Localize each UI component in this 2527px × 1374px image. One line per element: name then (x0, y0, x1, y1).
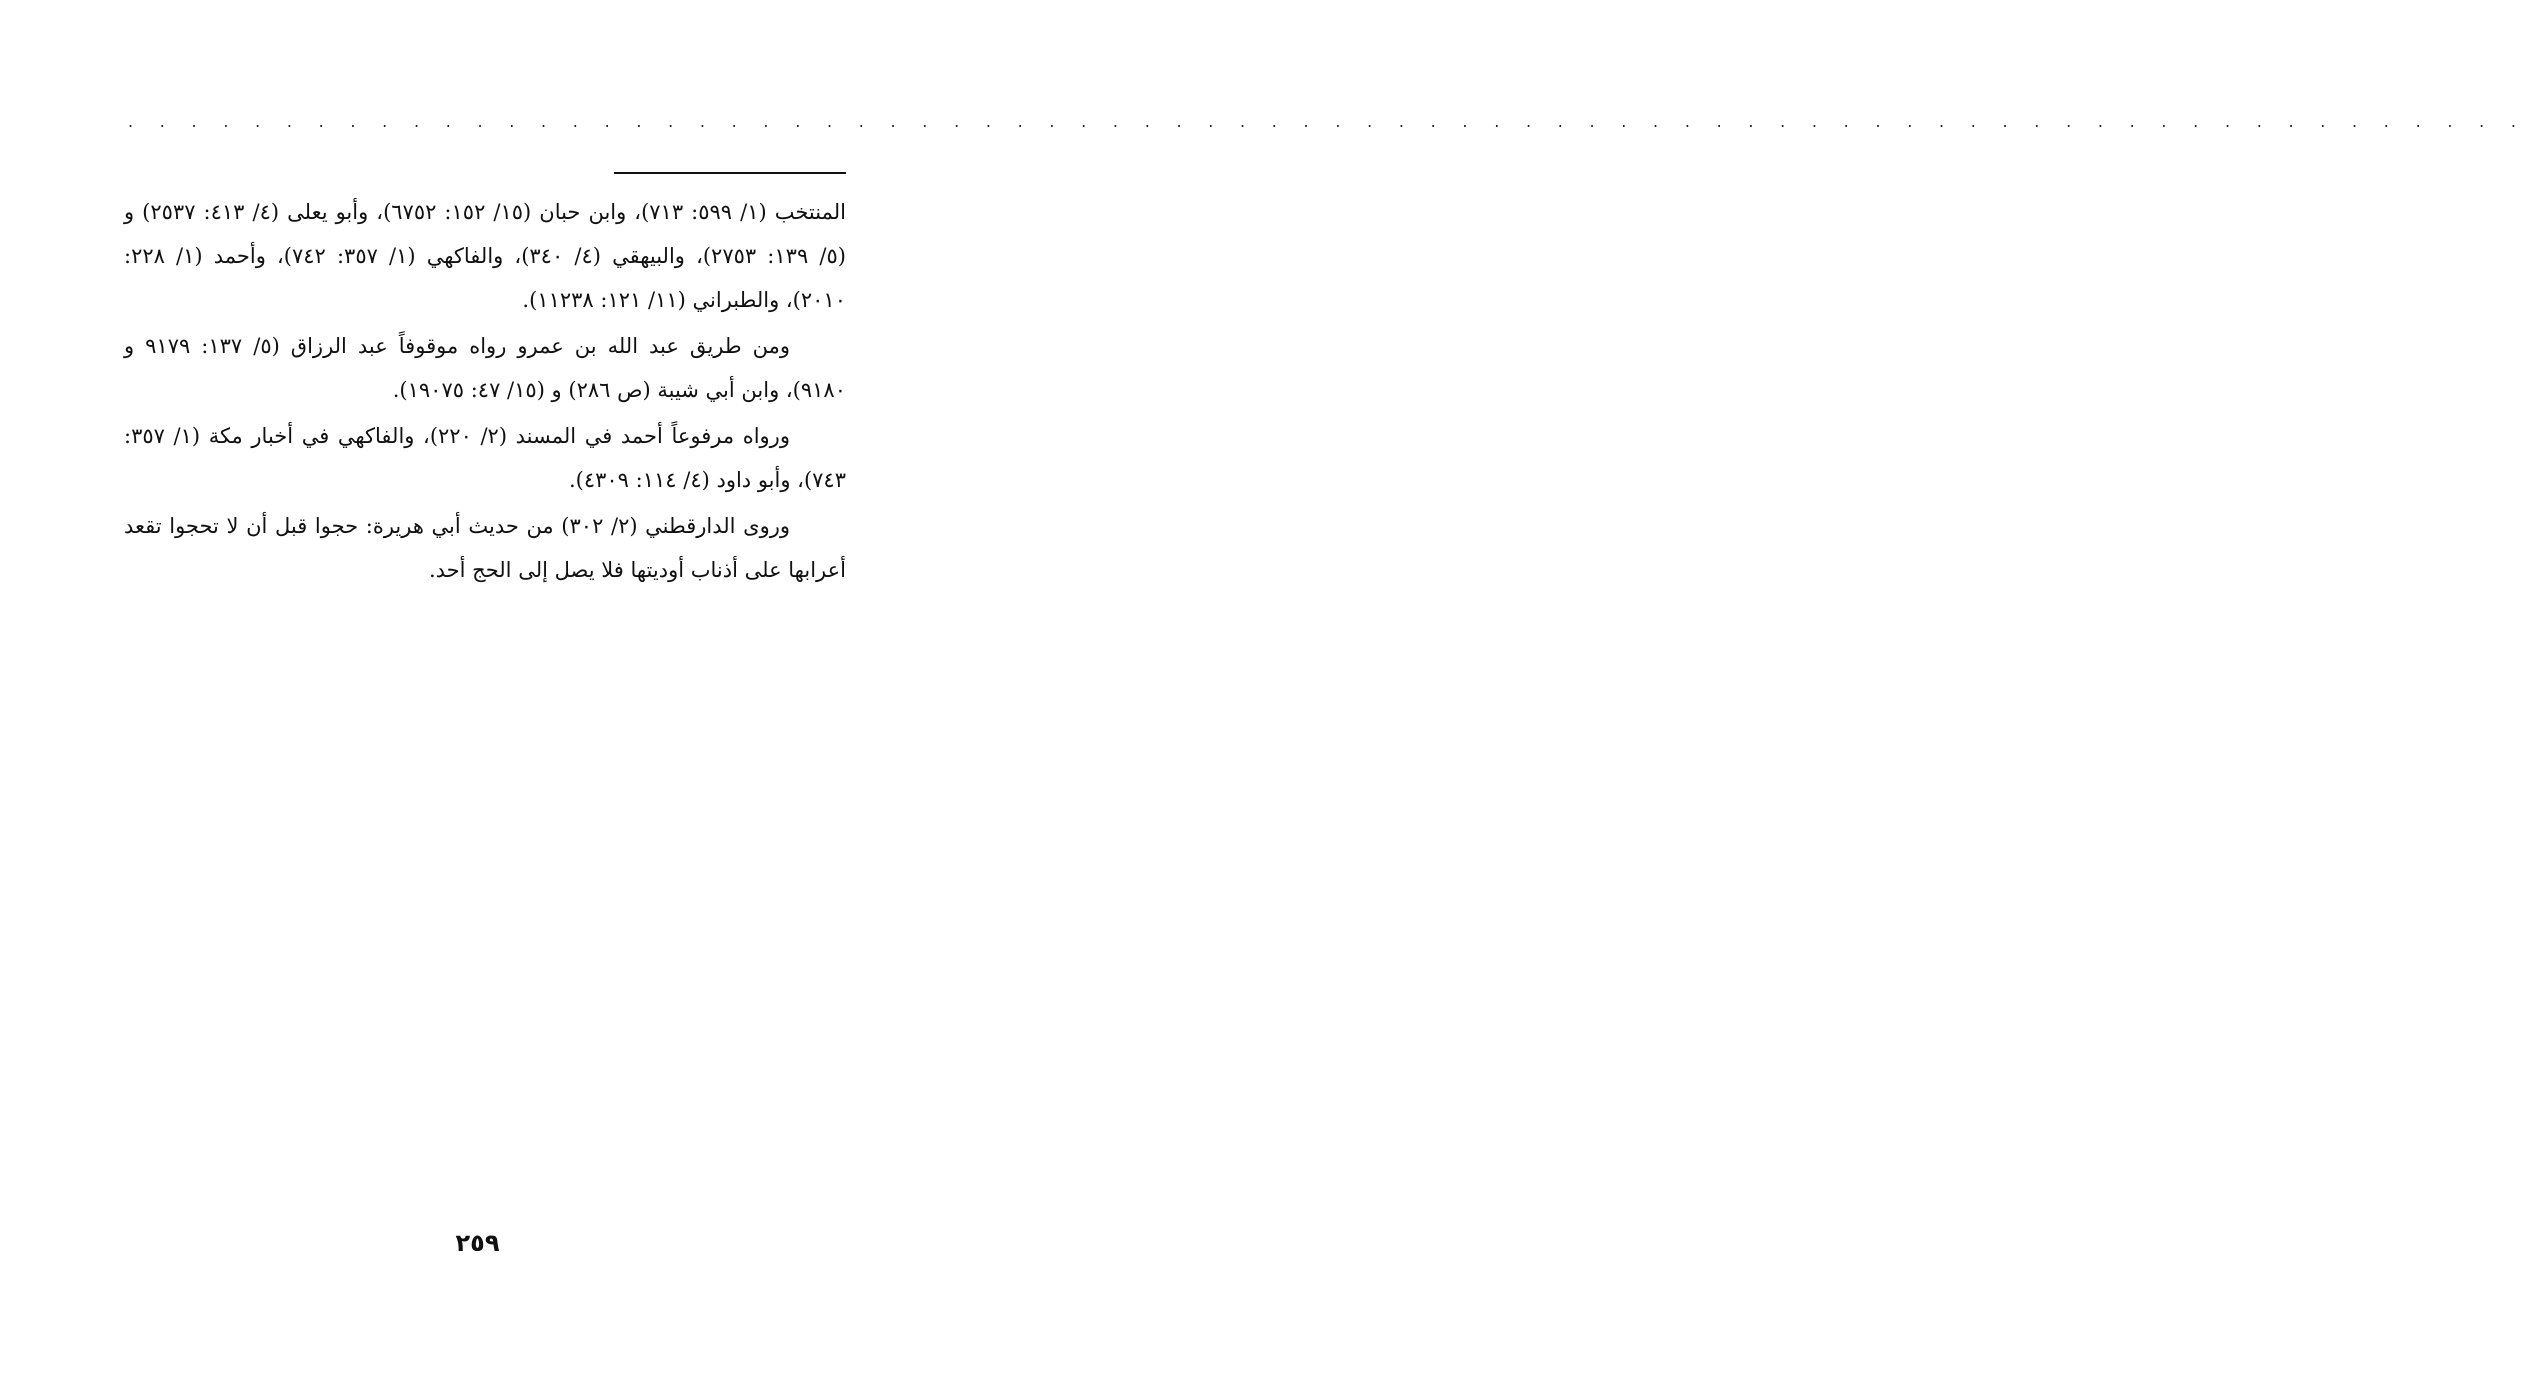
footnotes-section (124, 190, 846, 594)
footnote-rule (614, 172, 846, 174)
footnote-paragraph: المنتخب (١/ ٥٩٩: ٧١٣)، وابن حبان (١٥/ ١٥٢: ٦٧٥٢)، وأبو يعلى (٤/ ٤١٣: ٢٥٣٧) و (٥/ ١٣٩: ٢٧٥٣)، والبيهقي (٤/ ٣٤٠)، والفاكهي (١/ ٣٥٧: ٧٤٢)، وأحمد (١/ ٢٢٨: ٢٠١٠)، والطبراني (١١/ ١٢١: ١١٢٣٨). (124, 200, 846, 312)
footnote-paragraph: ومن طريق عبد الله بن عمرو رواه موقوفاً عبد الرزاق (٥/ ١٣٧: ٩١٧٩ و ٩١٨٠)، وابن أبي شيبة (ص ٢٨٦) و (١٥/ ٤٧: ١٩٠٧٥). (124, 334, 846, 402)
footnote-paragraph: وروى الدارقطني (٢/ ٣٠٢) من حديث أبي هريرة: حجوا قبل أن لا تحجوا تقعد أعرابها على أذناب أوديتها فلا يصل إلى الحج أحد. (124, 514, 846, 582)
dotted-separator: . . . . . . . . . . . . . . . . . . . . . . . . . . . . . . . . . . . . . . . . . . . . . . . . . . . . . . . . . . . . . . . . . . . . . . . . . . . . (128, 112, 2527, 131)
page-number: ٢٥٩ (455, 1229, 500, 1257)
footnote-paragraph: ورواه مرفوعاً أحمد في المسند (٢/ ٢٢٠)، والفاكهي في أخبار مكة (١/ ٣٥٧: ٧٤٣)، وأبو داود (٤/ ١١٤: ٤٣٠٩). (124, 424, 846, 492)
